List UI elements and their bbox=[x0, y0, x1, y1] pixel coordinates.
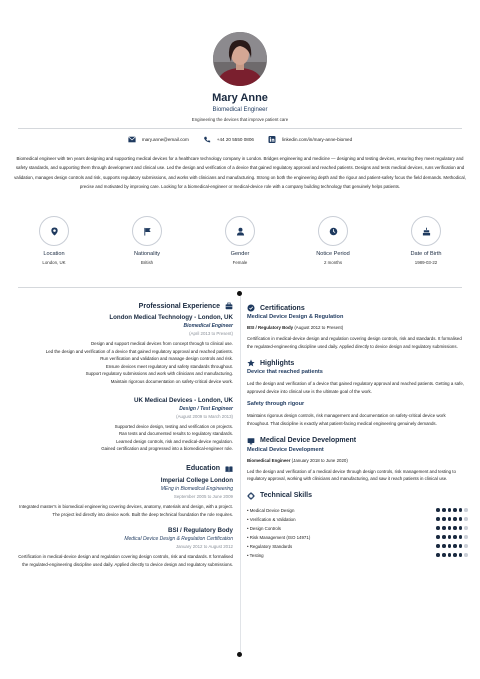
job-entry bbox=[14, 314, 233, 386]
skill-row bbox=[247, 533, 468, 542]
job-line: Supported device design, testing and verification on projects. bbox=[114, 423, 233, 429]
divider bbox=[18, 128, 462, 129]
timeline-dot bbox=[237, 652, 242, 657]
info-value: London, UK bbox=[42, 260, 66, 265]
rating-dot bbox=[448, 526, 452, 530]
skill-rating bbox=[436, 544, 468, 548]
skill-row bbox=[247, 524, 468, 533]
info-label: Nationality bbox=[133, 251, 161, 257]
rating-dot bbox=[442, 553, 446, 557]
info-label: Gender bbox=[230, 251, 250, 257]
job-line: Led the design and verification of a device that gained regulatory approval and reached patients. bbox=[45, 348, 233, 354]
certification-description: Certification in medical-device design and regulation covering design controls, risk and standards. It formalised the regulated-engineering discipline used daily. Applied directly to device design and regulatory submissions. bbox=[247, 336, 462, 349]
contact-linkedin-text: linkedin.com/in/mary-anne-biomed bbox=[281, 137, 353, 142]
certification-meta bbox=[247, 325, 468, 330]
skill-name: • Medical Device Design bbox=[247, 507, 295, 513]
rating-dot bbox=[442, 526, 446, 530]
skill-row bbox=[247, 506, 468, 515]
education-entry bbox=[14, 527, 233, 568]
development-description: Led the design and verification of a medical device through design controls, risk management and testing to regulatory approval, working with clinicians and manufacturing, and saw it reach patients in clinical use. bbox=[247, 468, 456, 482]
job-line: Gained certification and progressed into a biomedical-engineer role. bbox=[101, 446, 233, 452]
info-value: British bbox=[140, 260, 154, 265]
skills-section-title bbox=[247, 492, 468, 500]
contact-phone-text: +44 20 5550 0806 bbox=[216, 137, 254, 142]
info-value: 1989-03-22 bbox=[414, 260, 438, 265]
rating-dot bbox=[464, 526, 468, 530]
rating-dot bbox=[442, 544, 446, 548]
rating-dot bbox=[453, 517, 457, 521]
certifications-section-title bbox=[247, 304, 468, 312]
tagline: Engineering the devices that improve patient care bbox=[191, 117, 289, 122]
highlight-heading: Safety through rigour bbox=[247, 401, 305, 408]
job-line: Run verification and validation and manage design controls and risk. bbox=[100, 356, 233, 362]
job-line: Ran tests and documented results to regulatory standards. bbox=[119, 431, 233, 437]
contact-row bbox=[0, 136, 480, 143]
right-column bbox=[247, 304, 468, 560]
contact-email-text: mary.anne@email.com bbox=[141, 137, 189, 142]
education-section-title bbox=[14, 465, 233, 473]
job-heading: London Medical Technology - London, UK bbox=[109, 314, 233, 321]
device-icon bbox=[247, 437, 255, 445]
rating-dot bbox=[453, 508, 457, 512]
job-role: Biomedical Engineer bbox=[212, 107, 268, 113]
skills-list bbox=[247, 506, 468, 560]
education-degree: Medical Device Design & Regulation Certification bbox=[124, 536, 233, 543]
development-meta bbox=[247, 458, 468, 463]
skill-name: • Regulatory Standards bbox=[247, 543, 293, 549]
job-position: Biomedical Engineer bbox=[183, 323, 233, 329]
personal-info-row bbox=[8, 216, 472, 265]
rating-dot bbox=[448, 535, 452, 539]
education-dates: September 2005 to June 2009 bbox=[173, 493, 233, 499]
info-gender bbox=[194, 216, 286, 265]
contact-phone[interactable] bbox=[203, 136, 254, 143]
experience-section-title bbox=[14, 302, 233, 310]
info-label: Location bbox=[43, 251, 65, 257]
job-heading: UK Medical Devices - London, UK bbox=[133, 396, 233, 404]
skill-rating bbox=[436, 508, 468, 512]
info-value: Female bbox=[232, 260, 248, 265]
person-icon bbox=[236, 227, 245, 236]
rating-dot bbox=[459, 517, 463, 521]
clock-icon bbox=[329, 227, 338, 236]
skill-row bbox=[247, 542, 468, 551]
certification-heading: Medical Device Design & Regulation bbox=[247, 314, 344, 320]
rating-dot bbox=[459, 508, 463, 512]
skill-name: • Risk Management (ISO 14971) bbox=[247, 534, 311, 540]
job-dates: (August 2009 to March 2013) bbox=[176, 413, 233, 419]
cake-icon bbox=[422, 227, 431, 236]
job-description bbox=[14, 423, 233, 453]
rating-dot bbox=[442, 535, 446, 539]
job-dates: (April 2013 to Present) bbox=[189, 331, 233, 336]
rating-dot bbox=[459, 553, 463, 557]
skill-rating bbox=[436, 526, 468, 530]
certification-dates: (August 2012 to Present) bbox=[294, 325, 344, 330]
profile-summary: Biomedical engineer with ten years designing and supporting medical devices for a healthcare technology company in London. Bridges engineering and medicine — designing and testing devices, ensuring they meet regulatory and safety standards, and supporting them through development and clinical use. Led the design and verification of a device that gained regulatory approval and reached patients. Designs and tests medical devices, runs verification and validation, manages design controls and risk, supports regulatory submissions, and works with clinicians and manufacturing. Strong on both the engineering depth and the rigour and patient-safety focus the field demands. Methodical, precise and motivated by improving care. Looking for a biomedical-engineer or medical-device role with a company building technology that genuinely helps patients. bbox=[14, 156, 466, 189]
certifications-title-text: Certifications bbox=[260, 304, 305, 312]
education-description: Integrated master's in biomedical engineering covering devices, anatomy, materials and design, with a project. The project led directly into device work. Built the deep technical foundation the role requires. bbox=[19, 503, 233, 517]
education-description: Certification in medical-device design and regulation covering design controls, risk and standards. It formalised the regulated-engineering discipline used daily. Applied directly to device design and regulatory submissions. bbox=[18, 554, 233, 567]
skill-rating bbox=[436, 535, 468, 539]
left-column bbox=[14, 302, 233, 568]
rating-dot bbox=[436, 553, 440, 557]
contact-email[interactable] bbox=[128, 136, 189, 143]
skill-name: • Verification & Validation bbox=[247, 516, 296, 522]
full-name: Mary Anne bbox=[212, 92, 268, 104]
star-icon bbox=[247, 359, 255, 367]
skill-row bbox=[247, 515, 468, 524]
job-line: Design and support medical devices from concept through to clinical use. bbox=[90, 341, 233, 346]
job-description bbox=[14, 340, 233, 386]
flag-icon bbox=[143, 227, 152, 236]
education-entry bbox=[14, 477, 233, 518]
rating-dot bbox=[453, 526, 457, 530]
skill-name: • Design Controls bbox=[247, 525, 281, 531]
skill-name: • Testing bbox=[247, 552, 264, 558]
rating-dot bbox=[464, 544, 468, 548]
contact-linkedin[interactable] bbox=[268, 136, 352, 143]
rating-dot bbox=[459, 535, 463, 539]
timeline-dot bbox=[237, 291, 242, 296]
timeline-line bbox=[240, 294, 241, 654]
rating-dot bbox=[464, 508, 468, 512]
highlight-description: Led the design and verification of a device that gained regulatory approval and reached patients. Getting a safe, approved device into clinical use is the ultimate goal of the work. bbox=[247, 381, 464, 394]
rating-dot bbox=[453, 553, 457, 557]
info-label: Date of Birth bbox=[410, 251, 442, 257]
education-heading: BSI / Regulatory Body bbox=[168, 527, 233, 535]
development-title-text: Medical Device Development bbox=[260, 437, 357, 445]
book-icon bbox=[225, 465, 233, 473]
job-line: Ensure devices meet regulatory and safety standards throughout. bbox=[105, 363, 233, 369]
rating-dot bbox=[448, 544, 452, 548]
info-value: 2 months bbox=[323, 260, 343, 265]
job-line: Learned design controls, risk and medical-device regulation. bbox=[116, 438, 233, 444]
email-icon bbox=[128, 136, 136, 143]
rating-dot bbox=[436, 526, 440, 530]
info-date-of-birth bbox=[380, 216, 472, 265]
skill-row bbox=[247, 551, 468, 560]
rating-dot bbox=[453, 535, 457, 539]
highlight-heading: Device that reached patients bbox=[247, 369, 323, 376]
rating-dot bbox=[436, 517, 440, 521]
rating-dot bbox=[453, 544, 457, 548]
highlights-section-title bbox=[247, 359, 468, 367]
linkedin-icon bbox=[268, 136, 276, 143]
experience-title-text: Professional Experience bbox=[138, 302, 220, 310]
development-org: Biomedical Engineer bbox=[247, 457, 291, 463]
job-position: Design / Test Engineer bbox=[179, 405, 233, 412]
location-icon bbox=[50, 227, 59, 236]
rating-dot bbox=[464, 517, 468, 521]
highlights-title-text: Highlights bbox=[260, 359, 295, 367]
skill-rating bbox=[436, 517, 468, 521]
rating-dot bbox=[442, 508, 446, 512]
info-label: Notice Period bbox=[316, 251, 350, 257]
development-heading: Medical Device Development bbox=[247, 446, 324, 453]
info-notice-period bbox=[287, 216, 379, 265]
education-degree: MEng in Biomedical Engineering bbox=[160, 485, 233, 492]
job-entry bbox=[14, 397, 233, 453]
development-section-title bbox=[247, 437, 468, 445]
rating-dot bbox=[464, 553, 468, 557]
rating-dot bbox=[442, 517, 446, 521]
rating-dot bbox=[436, 544, 440, 548]
skill-rating bbox=[436, 553, 468, 557]
education-title-text: Education bbox=[186, 465, 220, 473]
info-nationality bbox=[101, 216, 193, 265]
skills-title-text: Technical Skills bbox=[260, 492, 313, 500]
divider bbox=[18, 287, 462, 288]
job-line: Support regulatory submissions and work with clinicians and manufacturing. bbox=[85, 371, 233, 377]
phone-icon bbox=[203, 136, 211, 143]
rating-dot bbox=[448, 553, 452, 557]
rating-dot bbox=[459, 526, 463, 530]
rating-dot bbox=[436, 535, 440, 539]
highlight-description: Maintains rigorous design controls, risk management and documentation on safety-critical device work throughout. That discipline is exactly what patient-facing medical engineering genuinely demands. bbox=[247, 413, 446, 426]
avatar bbox=[213, 32, 267, 86]
rating-dot bbox=[459, 544, 463, 548]
gear-icon bbox=[247, 492, 255, 500]
development-dates: (January 2018 to June 2020) bbox=[291, 457, 348, 463]
rating-dot bbox=[448, 517, 452, 521]
rating-dot bbox=[464, 535, 468, 539]
info-location bbox=[8, 216, 100, 265]
education-heading: Imperial College London bbox=[160, 476, 233, 484]
briefcase-icon bbox=[225, 302, 233, 310]
rating-dot bbox=[436, 508, 440, 512]
certificate-icon bbox=[247, 304, 255, 312]
rating-dot bbox=[448, 508, 452, 512]
certification-org: BSI / Regulatory Body bbox=[247, 325, 294, 330]
resume-header bbox=[0, 32, 480, 122]
education-dates: January 2012 to August 2012 bbox=[175, 544, 233, 550]
job-line: Maintain rigorous documentation on safety-critical device work. bbox=[110, 378, 233, 384]
